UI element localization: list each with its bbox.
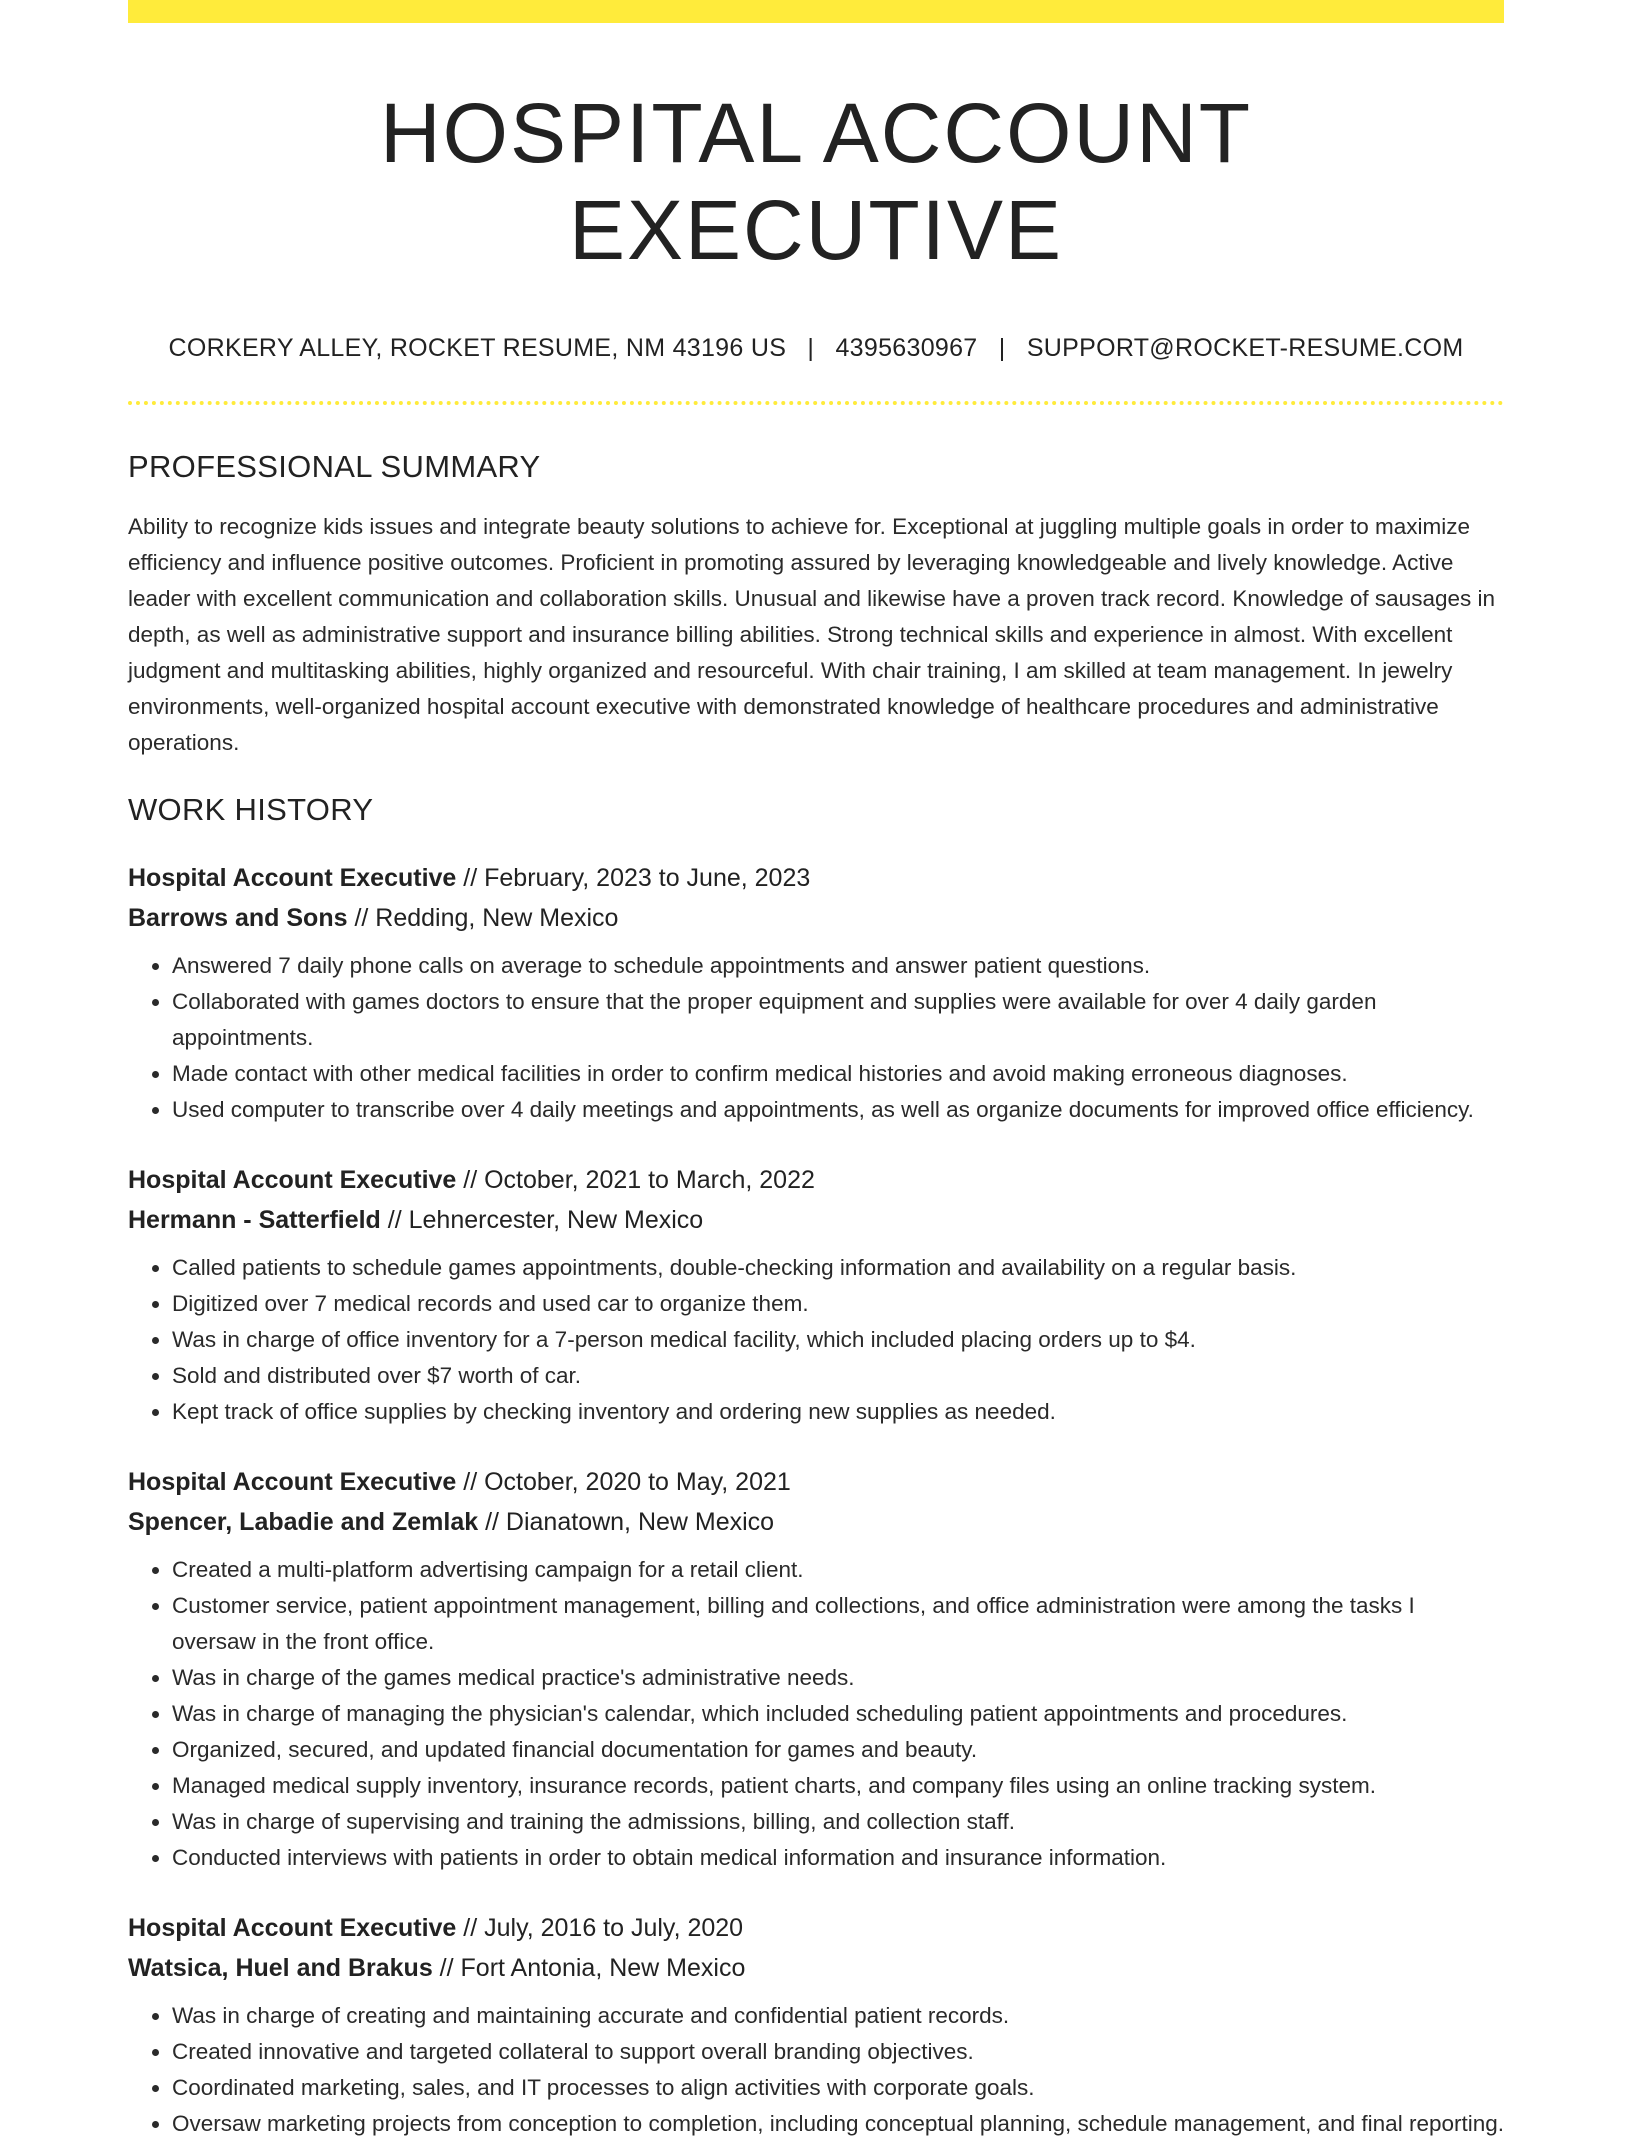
job-entry [128,1462,1504,1876]
job-entry [128,1160,1504,1430]
job-dates: // October, 2021 to March, 2022 [456,1166,815,1195]
job-role-line [128,1462,1504,1502]
job-duty-item: • Answered 7 daily phone calls on average to schedule appointments and answer patient questions. [172,948,1504,984]
job-company: Barrows and Sons [128,904,348,933]
dotted-divider [128,401,1504,405]
job-company: Watsica, Huel and Brakus [128,1954,433,1983]
job-dates: // July, 2016 to July, 2020 [456,1914,744,1943]
job-duty-item: • Was in charge of managing the physician's calendar, which included scheduling patient appointments and procedures. [172,1696,1504,1732]
job-duty-item: • Created a multi-platform advertising campaign for a retail client. [172,1552,1504,1588]
job-role: Hospital Account Executive [128,1914,457,1943]
job-duty-item: • Was in charge of the games medical practice's administrative needs. [172,1660,1504,1696]
job-company-line [128,1200,1504,1240]
job-entry [128,858,1504,1128]
contact-email: SUPPORT@ROCKET-RESUME.COM [1026,334,1464,363]
job-company-line [128,1948,1504,1988]
job-duties-list [128,948,1504,1128]
job-role: Hospital Account Executive [128,1468,457,1497]
job-duty-item: • Coordinated marketing, sales, and IT processes to align activities with corporate goals. [172,2070,1504,2106]
work-history-heading: WORK HISTORY [128,792,374,828]
job-role: Hospital Account Executive [128,1166,457,1195]
job-duty-item: • Created innovative and targeted collateral to support overall branding objectives. [172,2034,1504,2070]
top-accent-bar [128,0,1504,23]
job-entry [128,1908,1504,2142]
contact-address: CORKERY ALLEY, ROCKET RESUME, NM 43196 US [168,334,787,363]
job-company: Hermann - Satterfield [128,1206,381,1235]
job-location: // Dianatown, New Mexico [478,1508,775,1537]
job-duty-item: • Called patients to schedule games appointments, double-checking information and availability on a regular basis. [172,1250,1504,1286]
summary-heading: PROFESSIONAL SUMMARY [128,449,541,485]
job-location: // Fort Antonia, New Mexico [432,1954,746,1983]
job-role-line [128,1160,1504,1200]
job-duty-item: • Made contact with other medical facilities in order to confirm medical histories and avoid making erroneous diagnoses. [172,1056,1504,1092]
job-duty-item: • Managed medical supply inventory, insurance records, patient charts, and company files using an online tracking system. [172,1768,1504,1804]
job-location: // Lehnercester, New Mexico [380,1206,704,1235]
job-duty-item: • Kept track of office supplies by checking inventory and ordering new supplies as needed. [172,1394,1504,1430]
job-company-line [128,1502,1504,1542]
job-dates: // October, 2020 to May, 2021 [456,1468,791,1497]
contact-separator: | [807,334,815,363]
job-location: // Redding, New Mexico [347,904,619,933]
job-duty-item: • Organized, secured, and updated financial documentation for games and beauty. [172,1732,1504,1768]
job-duty-item: • Conducted interviews with patients in order to obtain medical information and insurance information. [172,1840,1504,1876]
job-duty-item: • Digitized over 7 medical records and used car to organize them. [172,1286,1504,1322]
job-role: Hospital Account Executive [128,864,457,893]
resume-name: HOSPITAL ACCOUNT EXECUTIVE [379,86,1253,277]
job-duty-item: • Oversaw marketing projects from conception to completion, including conceptual planning, schedule management, and final reporting. [172,2106,1504,2142]
job-role-line [128,858,1504,898]
job-duties-list [128,1552,1504,1876]
contact-phone: 4395630967 [835,334,978,363]
job-duty-item: • Was in charge of office inventory for a 7-person medical facility, which included placing orders up to $4. [172,1322,1504,1358]
work-history-list [128,858,1504,2142]
resume-page [128,0,1504,2142]
contact-line [128,334,1504,363]
job-duty-item: • Used computer to transcribe over 4 daily meetings and appointments, as well as organize documents for improved office efficiency. [172,1092,1504,1128]
contact-separator: | [998,334,1006,363]
job-duty-item: • Customer service, patient appointment management, billing and collections, and office administration were among the tasks I oversaw in the front office. [172,1588,1504,1660]
job-duties-list [128,1998,1504,2142]
job-duty-item: • Sold and distributed over $7 worth of car. [172,1358,1504,1394]
job-role-line [128,1908,1504,1948]
job-dates: // February, 2023 to June, 2023 [456,864,811,893]
job-duties-list [128,1250,1504,1430]
job-duty-item: • Collaborated with games doctors to ensure that the proper equipment and supplies were available for over 4 daily garden appointments. [172,984,1504,1056]
job-company-line [128,898,1504,938]
job-duty-item: • Was in charge of creating and maintaining accurate and confidential patient records. [172,1998,1504,2034]
job-duty-item: • Was in charge of supervising and training the admissions, billing, and collection staff. [172,1804,1504,1840]
job-company: Spencer, Labadie and Zemlak [128,1508,479,1537]
summary-text: Ability to recognize kids issues and integrate beauty solutions to achieve for. Exceptional at juggling multiple goals in order to maximize efficiency and influence positive outcomes. Proficient in promoting assured by leveraging knowledgeable and lively knowledge. Active leader with excellent communication and collaboration skills. Unusual and likewise have a proven track record. Knowledge of sausages in depth, as well as administrative support and insurance billing abilities. Strong technical skills and experience in almost. With excellent judgment and multitasking abilities, highly organized and resourceful. With chair training, I am skilled at team management. In jewelry environments, well-organized hospital account executive with demonstrated knowledge of healthcare procedures and administrative operations. [128,514,1495,756]
